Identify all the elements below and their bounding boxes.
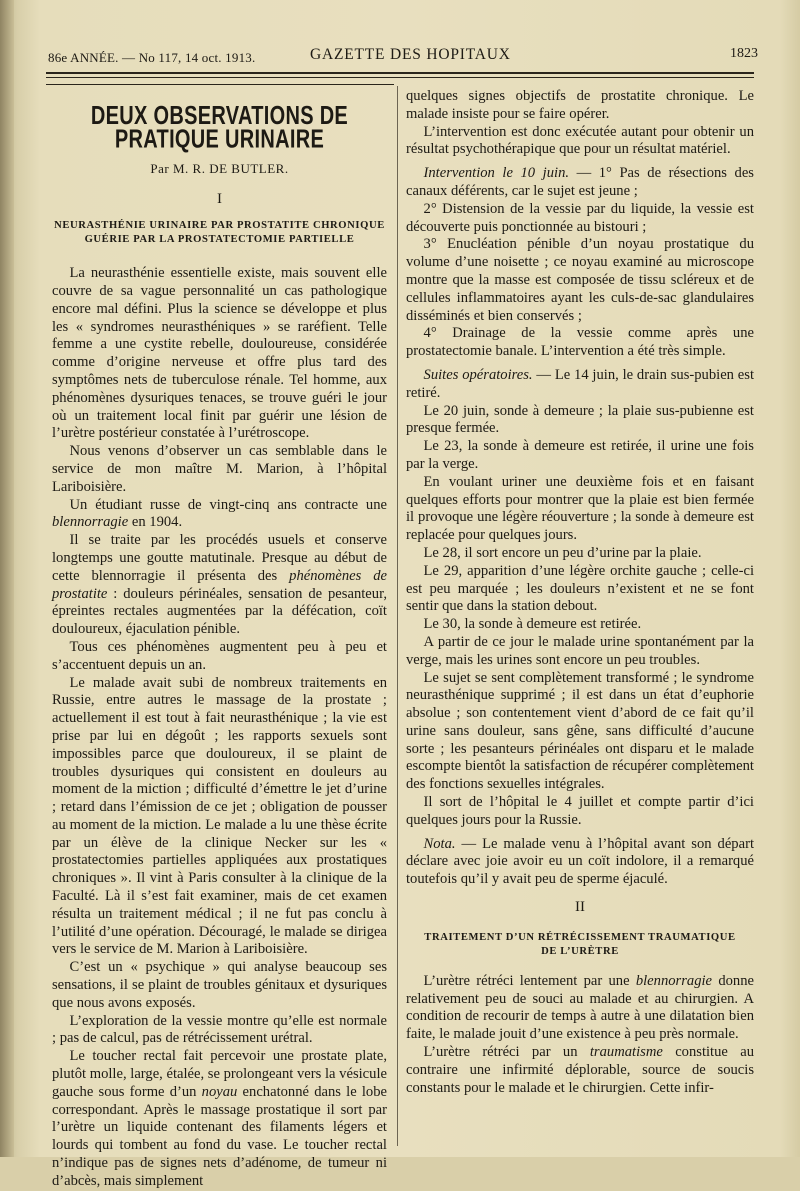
paragraph: Nota. — Le malade venu à l’hôpital avant son départ déclare avec joie avoir eu un coït indolore, il a remarqué toutefois qu’il y avait peu de sperme éjaculé.: [406, 835, 754, 888]
paragraph: Le toucher rectal fait percevoir une prostate plate, plutôt molle, large, étalée, se prolongeant vers la vésicule gauche sous forme d’un noyau enchatonné dans le lobe correspondant. Après le massage prostatique il sort par l’urètre un liquide contenant des filaments légers et lourds qui tombent au fond du vase. Le toucher rectal n’indique pas de signes nets d’adénome, de tumeur ni d’abcès, mais simplement: [52, 1048, 387, 1189]
paragraph: Suites opératoires. — Le 14 juin, le drain sus-pubien est retiré.: [406, 366, 754, 401]
paragraph: 3° Enucléation pénible d’un noyau prostatique du volume d’une noisette ; ce noyau examiné au microscope montre que la masse est composée de tissu scléreux et de cellules inflammatoires ayant les culs-de-sac glandulaires disséminés et bien conservés ;: [406, 236, 754, 324]
right-column: [406, 88, 754, 1097]
paragraph: L’exploration de la vessie montre qu’elle est normale ; pas de calcul, pas de rétrécissement urétral.: [52, 1012, 387, 1047]
paragraph: Un étudiant russe de vingt-cinq ans contracte une blennorragie en 1904.: [52, 496, 387, 531]
paragraph: Intervention le 10 juin. — 1° Pas de résections des canaux déférents, car le sujet est jeune ;: [406, 165, 754, 199]
paragraph: L’urètre rétréci par un traumatisme constitue au contraire une infirmité déplorable, source de soucis constants pour le malade et le chirurgien. Cette infir-: [406, 1044, 755, 1096]
paragraph: L’urètre rétréci lentement par une blennorragie donne relativement peu de souci au malade et au chirurgien. A condition de recourir de temps à autre à une dilatation bien faite, le malade jouit d’une existence à peu près normale.: [406, 972, 754, 1043]
paragraph: Il se traite par les procédés usuels et conserve longtemps une goutte matutinale. Presque au début de cette blennorragie il présenta des phénomènes de prostatite : douleurs périnéales, sensation de pesanteur, épreintes rectales augmentées par la défécation, coït douloureux, éjaculation pénible.: [52, 532, 388, 638]
section-heading-line: NEURASTHÉNIE URINAIRE PAR PROSTATITE CHRONIQUE: [54, 220, 385, 232]
paragraph: quelques signes objectifs de prostatite chronique. Le malade insiste pour se faire opérer.: [406, 88, 754, 122]
paragraph: Le 23, la sonde à demeure est retirée, il urine une fois par la verge.: [406, 438, 754, 472]
paragraph: C’est un « psychique » qui analyse beaucoup ses sensations, il se plaint de troubles génitaux et dysuriques que nous avons exposés.: [52, 959, 387, 1011]
paragraph: La neurasthénie essentielle existe, mais souvent elle couvre de sa vague personnalité un cas pathologique encore mal défini. Plus la science se développe et plus les « syndromes neurasthéniques » se raréfient. Telle femme a une cystite rebelle, douloureuse, considérée comme d’origine nerveuse et offre plus tard des symptômes nets de tuberculose rénale. Tel homme, aux phénomènes dysuriques tenaces, se trouve guéri le jour où un traitement local finit par guérir une lésion de l’urètre postérieur constatée à l’urétroscope.: [52, 265, 387, 442]
article-top-rule: [46, 84, 394, 85]
section-heading-line: GUÉRIE PAR LA PROSTATECTOMIE PARTIELLE: [84, 234, 355, 246]
section-heading-line: DE L’URÈTRE: [541, 945, 619, 957]
paragraph: En voulant uriner une deuxième fois et en faisant quelques efforts pour montrer que la plaie est bien fermée il provoque une légère réouverture ; la sonde à demeure est replacée pour quelques jours.: [406, 473, 754, 544]
paragraph: Le malade avait subi de nombreux traitements en Russie, entre autres le massage de la prostate ; actuellement il est tout à fait neurasthénique ; la vie est prise par lui en dégoût ; les rapports sexuels sont impossibles parce que douloureux, il se plaint de troubles dysuriques qui consistent en douleurs au moment de la miction ; difficulté d’émettre le jet d’urine ; retard dans l’émission de ce jet ; obligation de pousser au moment de la miction. Le malade a lu une thèse écrite par un élève de la clinique Necker sur les « prostatectomies partielles appliquées aux prostatiques chroniques ». Il vint à Paris consulter à la clinique de la Faculté. Là il s’est fait examiner, mais de cet examen résulta un traitement médical ; il ne fut pas conclu à l’utilité d’une opération. Découragé, le malade se dirigea vers le service de M. Marion à Lariboisière.: [52, 674, 387, 958]
paragraph: 2° Distension de la vessie par du liquide, la vessie est découverte puis ponctionnée au bistouri ;: [406, 200, 754, 235]
section-heading-line: TRAITEMENT D’UN RÉTRÉCISSEMENT TRAUMATIQUE: [424, 931, 736, 943]
journal-title: GAZETTE DES HOPITAUX: [310, 46, 511, 63]
article-title: DEUX OBSERVATIONS DE PRATIQUE URINAIRE: [90, 102, 349, 154]
page-header: [48, 46, 758, 68]
paragraph: 4° Drainage de la vessie comme après une prostatectomie banale. L’intervention a été très simple.: [406, 325, 754, 360]
article-byline: Par M. R. DE BUTLER.: [150, 160, 289, 176]
page-number: 1823: [730, 46, 758, 61]
paragraph: Le 29, apparition d’une légère orchite gauche ; celle-ci est peu marquée ; les douleurs n’existent et ne se font sentir que dans la station debout.: [406, 562, 754, 615]
issue-info: 86e ANNÉE. — No 117, 14 oct. 1913.: [48, 50, 256, 65]
paragraph: Nous venons d’observer un cas semblable dans le service de mon maître M. Marion, à l’hôpital Lariboisière.: [52, 443, 387, 495]
paragraph: Il sort de l’hôpital le 4 juillet et compte partir d’ici quelques jours pour la Russie.: [406, 794, 754, 828]
paragraph: A partir de ce jour le malade urine spontanément par la verge, mais les urines sont encore un peu troubles.: [406, 633, 754, 668]
binding-edge: [0, 0, 14, 1157]
section-heading: [406, 931, 754, 959]
paragraph: Le sujet se sent complètement transformé ; le syndrome neurasthénique supprimé ; il est dans un état d’euphorie absolue ; son contentement vient d’abord de ce fait qu’il urine sans douleur, sans gêne, sans difficulté d’aucune sorte ; les pesanteurs périnéales ont disparu et le malade escompte bientôt la satisfaction de récupérer complètement des fonctions sexuelles intégrales.: [406, 669, 754, 793]
section-numeral: I: [217, 191, 222, 208]
paragraph: Le 28, il sort encore un peu d’urine par la plaie.: [423, 544, 702, 561]
paragraph: Tous ces phénomènes augmentent peu à peu et s’accentuent depuis un an.: [52, 638, 387, 673]
paragraph: Le 30, la sonde à demeure est retirée.: [423, 616, 642, 633]
header-rule-thin: [46, 77, 754, 78]
header-rule-thick: [46, 72, 754, 74]
paragraph: L’intervention est donc exécutée autant pour obtenir un résultat psychothérapique que pour un résultat matériel.: [406, 123, 754, 158]
left-column: [52, 86, 387, 1191]
section-numeral: II: [575, 899, 585, 916]
paragraph: Le 20 juin, sonde à demeure ; la plaie sus-pubienne est presque fermée.: [406, 402, 754, 437]
column-divider: [397, 86, 398, 1146]
section-heading: [52, 219, 387, 247]
